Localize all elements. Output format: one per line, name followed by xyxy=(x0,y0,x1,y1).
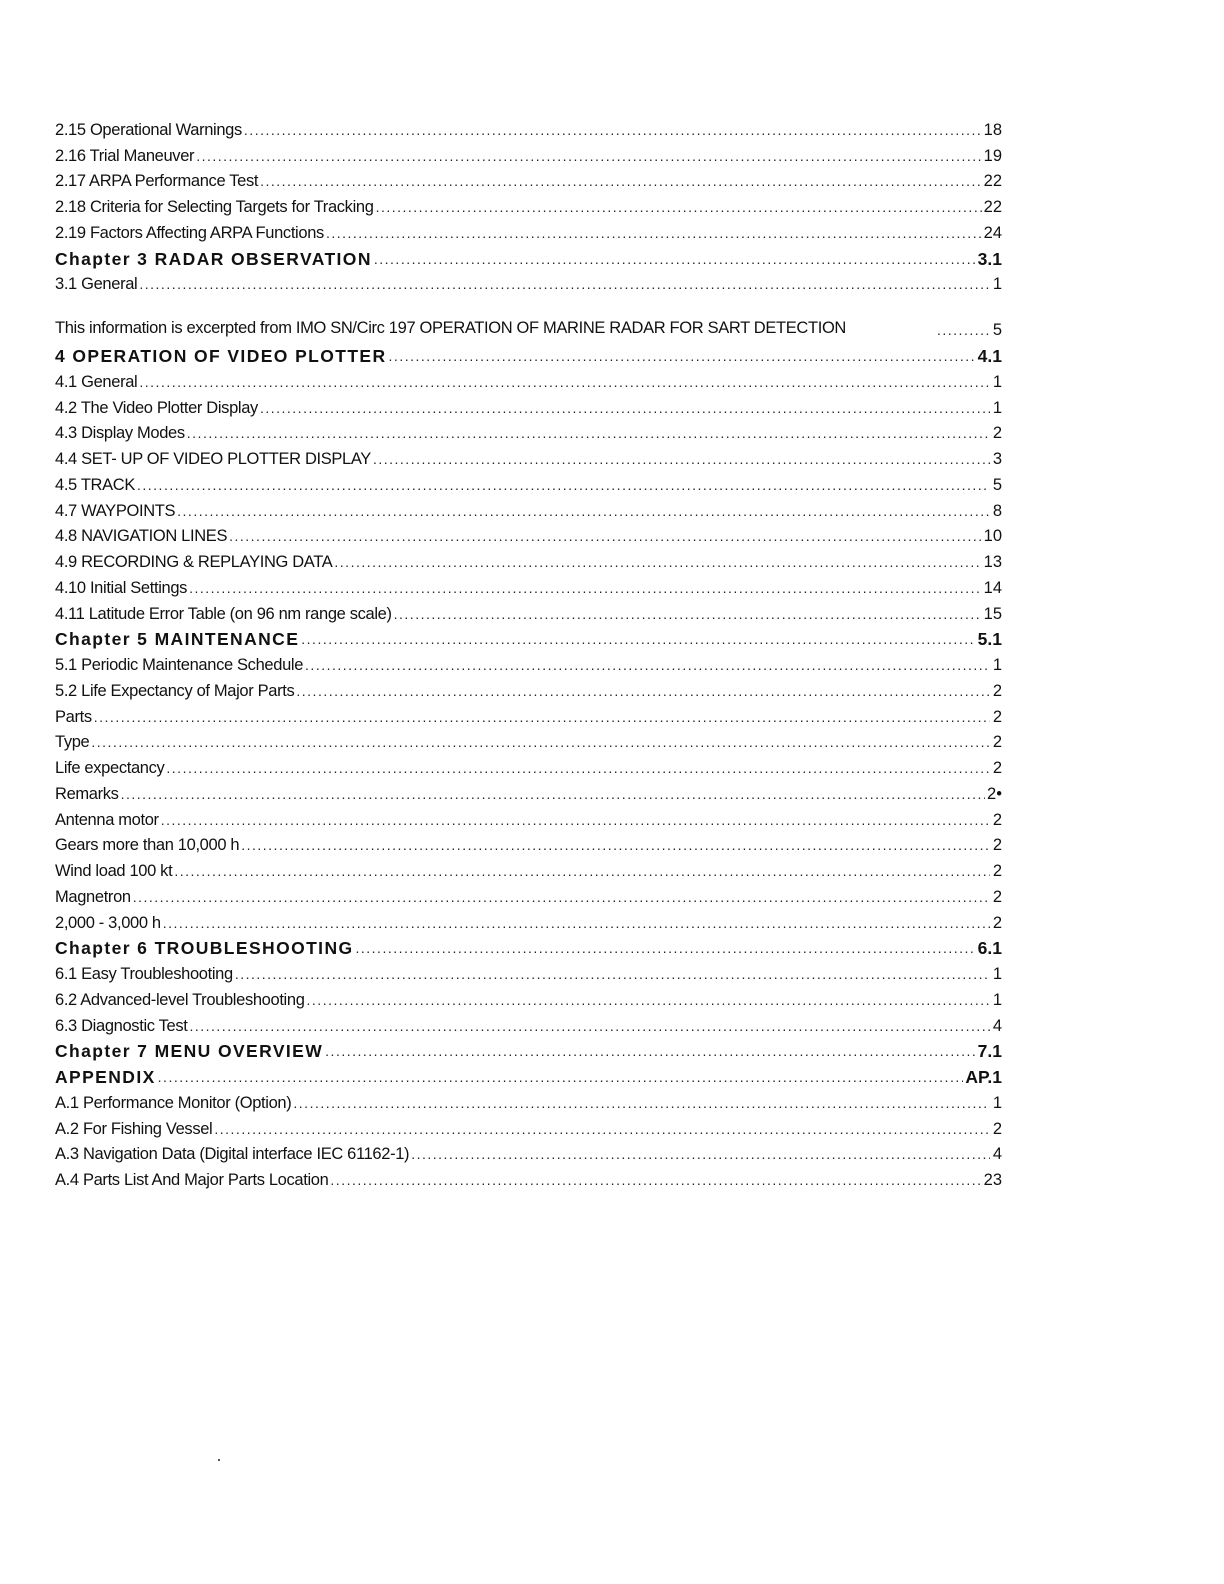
toc-chapter-heading[interactable] xyxy=(55,1036,1002,1062)
toc-entry-page: 1 xyxy=(992,990,1002,1009)
toc-chapter-heading[interactable] xyxy=(55,243,1002,269)
toc-chapter-heading[interactable] xyxy=(55,340,1002,366)
toc-entry[interactable] xyxy=(55,269,1002,295)
leader-dots xyxy=(325,1041,976,1061)
toc-entry-page: 2 xyxy=(992,681,1002,700)
toc-entry-title: 6.1 Easy Troubleshooting xyxy=(55,965,233,983)
leader-dots xyxy=(244,120,982,140)
leader-dots xyxy=(356,938,976,958)
toc-entry-page: 23 xyxy=(983,1171,1002,1189)
toc-entry-page: 7.1 xyxy=(977,1041,1002,1062)
toc-entry[interactable] xyxy=(55,598,1002,624)
toc-entry-page: 1 xyxy=(992,656,1002,674)
leader-dots xyxy=(161,810,990,830)
toc-entry-title: 4.1 General xyxy=(55,372,138,391)
toc-entry-page: 14 xyxy=(983,578,1002,597)
leader-dots xyxy=(334,552,981,572)
toc-entry[interactable] xyxy=(55,166,1002,192)
leader-dots xyxy=(937,320,990,340)
leader-dots xyxy=(139,372,990,392)
toc-entry-title: Chapter 7 MENU OVERVIEW xyxy=(55,1041,324,1062)
toc-entry-page: 4.1 xyxy=(977,346,1002,366)
leader-dots xyxy=(187,423,990,443)
toc-entry-title: 2.16 Trial Maneuver xyxy=(55,146,195,165)
toc-entry-title: 4.7 WAYPOINTS xyxy=(55,501,176,520)
toc-entry-title: 5.1 Periodic Maintenance Schedule xyxy=(55,656,304,674)
toc-entry-title: This information is excerpted from IMO SN/Circ 197 OPERATION OF MARINE RADAR FOR SART DETECTION xyxy=(55,319,846,338)
leader-dots xyxy=(241,835,990,855)
toc-entry-page: 1 xyxy=(992,398,1002,417)
toc-entry-title: Antenna motor xyxy=(55,810,159,829)
toc-entry-title: 4.4 SET- UP OF VIDEO PLOTTER DISPLAY xyxy=(55,450,371,468)
toc-entry-title: 5.2 Life Expectancy of Major Parts xyxy=(55,681,295,700)
leader-dots xyxy=(260,171,982,191)
leader-dots xyxy=(411,1144,990,1164)
toc-entry[interactable] xyxy=(55,752,1002,778)
table-of-contents xyxy=(55,114,1002,1190)
toc-entry-page: 10 xyxy=(983,527,1002,546)
toc-entry[interactable] xyxy=(55,907,1002,933)
toc-entry-page: 1 xyxy=(992,1093,1002,1112)
toc-entry[interactable] xyxy=(55,649,1002,675)
toc-entry[interactable] xyxy=(55,855,1002,881)
toc-entry-title: 4.2 The Video Plotter Display xyxy=(55,398,258,417)
leader-dots xyxy=(293,1093,990,1113)
toc-entry-page: 4 xyxy=(992,1016,1002,1035)
toc-entry-title: Chapter 6 TROUBLESHOOTING xyxy=(55,938,354,959)
leader-dots xyxy=(374,249,976,269)
toc-entry[interactable] xyxy=(55,804,1002,830)
toc-entry-title: 4.11 Latitude Error Table (on 96 nm range scale) xyxy=(55,604,392,623)
toc-entry-page: 2 xyxy=(992,424,1002,443)
toc-entry-page: 2 xyxy=(992,1119,1002,1138)
toc-entry[interactable] xyxy=(55,191,1002,217)
leader-dots xyxy=(376,197,982,217)
toc-entry[interactable] xyxy=(55,727,1002,753)
leader-dots xyxy=(163,913,990,933)
leader-dots xyxy=(229,526,982,546)
toc-entry[interactable] xyxy=(55,217,1002,243)
toc-entry[interactable] xyxy=(55,830,1002,856)
toc-entry-title: 6.3 Diagnostic Test xyxy=(55,1016,188,1035)
toc-entry[interactable] xyxy=(55,675,1002,701)
leader-dots xyxy=(305,655,990,675)
toc-entry[interactable] xyxy=(55,294,1002,340)
toc-entry-page: 22 xyxy=(983,172,1002,191)
leader-dots xyxy=(91,732,990,752)
toc-entry-title: A.1 Performance Monitor (Option) xyxy=(55,1093,292,1112)
toc-entry-page: 2 xyxy=(992,707,1002,726)
toc-entry-page: AP.1 xyxy=(965,1067,1002,1087)
toc-entry-title: APPENDIX xyxy=(55,1067,156,1087)
toc-entry[interactable] xyxy=(55,418,1002,444)
toc-entry-title: 4.3 Display Modes xyxy=(55,424,185,443)
toc-entry-title: Remarks xyxy=(55,784,119,803)
leader-dots xyxy=(373,449,990,469)
toc-entry[interactable] xyxy=(55,1139,1002,1165)
toc-entry[interactable] xyxy=(55,114,1002,140)
leader-dots xyxy=(139,274,990,294)
toc-entry-page: 18 xyxy=(983,120,1002,139)
toc-entry-title: A.2 For Fishing Vessel xyxy=(55,1119,213,1138)
toc-entry-page: 3 xyxy=(992,450,1002,468)
toc-entry[interactable] xyxy=(55,572,1002,598)
toc-entry-page: 2 xyxy=(992,836,1002,855)
toc-entry[interactable] xyxy=(55,366,1002,392)
leader-dots xyxy=(189,1016,990,1036)
toc-entry-page: 5 xyxy=(992,321,1002,340)
toc-entry-title: 4.5 TRACK xyxy=(55,475,135,494)
toc-entry[interactable] xyxy=(55,392,1002,418)
toc-entry-title: A.4 Parts List And Major Parts Location xyxy=(55,1171,329,1189)
toc-entry-title: 4 OPERATION OF VIDEO PLOTTER xyxy=(55,346,387,366)
toc-entry-title: Type xyxy=(55,733,90,752)
leader-dots xyxy=(174,861,990,881)
toc-entry[interactable] xyxy=(55,778,1002,804)
toc-entry-page: 4 xyxy=(992,1145,1002,1164)
toc-entry-title: 3.1 General xyxy=(55,275,138,294)
leader-dots xyxy=(166,758,990,778)
toc-entry-page: 2 xyxy=(992,733,1002,752)
toc-entry-title: Parts xyxy=(55,707,92,726)
leader-dots xyxy=(301,629,975,649)
toc-entry-page: 2• xyxy=(987,784,1002,803)
toc-entry-title: 4.9 RECORDING & REPLAYING DATA xyxy=(55,553,333,571)
toc-chapter-heading[interactable] xyxy=(55,933,1002,959)
toc-entry[interactable] xyxy=(55,546,1002,572)
toc-entry-title: Life expectancy xyxy=(55,759,165,777)
toc-entry[interactable] xyxy=(55,1164,1002,1190)
toc-entry-title: 2.19 Factors Affecting ARPA Functions xyxy=(55,223,324,242)
toc-entry-page: 2 xyxy=(992,887,1002,906)
toc-entry-title: A.3 Navigation Data (Digital interface IEC 61162-1) xyxy=(55,1145,410,1164)
toc-entry-title: 2.15 Operational Warnings xyxy=(55,120,242,139)
toc-entry-page: 1 xyxy=(992,275,1002,294)
scan-speck xyxy=(218,1459,220,1461)
toc-entry-page: 2 xyxy=(992,810,1002,829)
toc-entry-page: 6.1 xyxy=(977,938,1002,959)
toc-entry-title: 2.17 ARPA Performance Test xyxy=(55,172,259,191)
toc-entry-page: 5.1 xyxy=(977,629,1002,650)
leader-dots xyxy=(121,784,985,804)
toc-entry[interactable] xyxy=(55,1010,1002,1036)
toc-entry-page: 2 xyxy=(992,913,1002,932)
toc-entry-page: 19 xyxy=(983,146,1002,165)
leader-dots xyxy=(326,223,982,243)
toc-entry-title: Magnetron xyxy=(55,887,131,906)
leader-dots xyxy=(133,887,990,907)
toc-entry-page: 8 xyxy=(992,501,1002,520)
toc-entry-title: 4.10 Initial Settings xyxy=(55,578,188,597)
toc-entry[interactable] xyxy=(55,701,1002,727)
leader-dots xyxy=(196,146,981,166)
leader-dots xyxy=(389,346,976,366)
toc-entry-page: 22 xyxy=(983,198,1002,216)
leader-dots xyxy=(235,964,990,984)
toc-entry[interactable] xyxy=(55,984,1002,1010)
toc-entry-page: 1 xyxy=(992,965,1002,983)
toc-entry-page: 15 xyxy=(983,604,1002,623)
toc-entry-title: 2,000 - 3,000 h xyxy=(55,913,161,932)
toc-entry[interactable] xyxy=(55,469,1002,495)
toc-chapter-heading[interactable] xyxy=(55,1061,1002,1087)
toc-entry-title: Gears more than 10,000 h xyxy=(55,836,240,855)
toc-entry[interactable] xyxy=(55,1087,1002,1113)
toc-entry-title: Chapter 3 RADAR OBSERVATION xyxy=(55,248,372,269)
leader-dots xyxy=(189,578,982,598)
toc-entry-page: 13 xyxy=(983,553,1002,571)
leader-dots xyxy=(214,1119,990,1139)
toc-entry-page: 1 xyxy=(992,372,1002,391)
toc-entry-page: 3.1 xyxy=(977,248,1002,269)
leader-dots xyxy=(158,1067,964,1087)
toc-entry-title: 6.2 Advanced-level Troubleshooting xyxy=(55,990,305,1009)
toc-entry-title: Wind load 100 kt xyxy=(55,862,173,880)
toc-chapter-heading[interactable] xyxy=(55,624,1002,650)
leader-dots xyxy=(330,1170,981,1190)
leader-dots xyxy=(307,990,990,1010)
leader-dots xyxy=(137,475,990,495)
toc-entry[interactable] xyxy=(55,140,1002,166)
leader-dots xyxy=(296,681,990,701)
toc-entry-title: 4.8 NAVIGATION LINES xyxy=(55,527,228,546)
toc-entry-page: 24 xyxy=(983,223,1002,242)
toc-entry-title: Chapter 5 MAINTENANCE xyxy=(55,629,300,650)
leader-dots xyxy=(177,501,990,521)
leader-dots xyxy=(94,707,990,727)
toc-entry-page: 5 xyxy=(992,475,1002,494)
leader-dots xyxy=(260,398,990,418)
toc-entry[interactable] xyxy=(55,443,1002,469)
leader-dots xyxy=(394,604,982,624)
toc-entry[interactable] xyxy=(55,521,1002,547)
toc-entry[interactable] xyxy=(55,881,1002,907)
toc-entry[interactable] xyxy=(55,958,1002,984)
toc-entry[interactable] xyxy=(55,1113,1002,1139)
toc-entry-page: 2 xyxy=(992,759,1002,777)
toc-entry-title: 2.18 Criteria for Selecting Targets for Tracking xyxy=(55,198,374,216)
toc-entry-page: 2 xyxy=(992,862,1002,880)
toc-entry[interactable] xyxy=(55,495,1002,521)
